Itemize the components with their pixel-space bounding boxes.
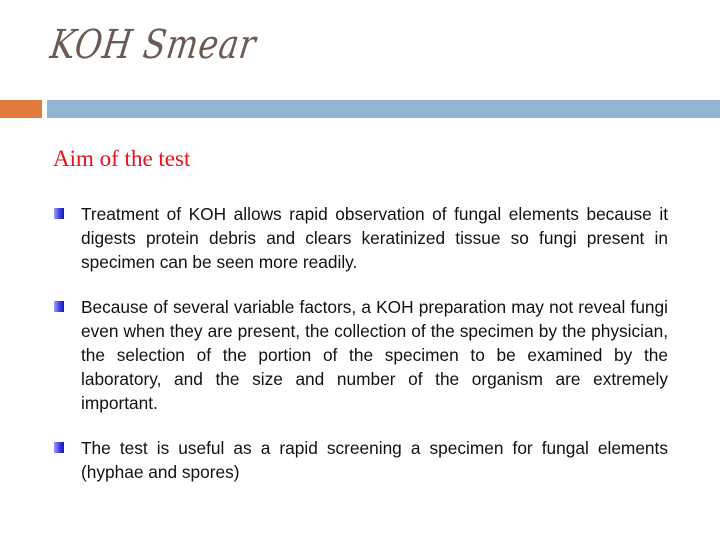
slide-subtitle: Aim of the test <box>53 146 191 171</box>
square-bullet-icon <box>54 208 64 219</box>
slide-title: KOH Smear <box>47 22 260 68</box>
bullet-item <box>54 202 668 274</box>
accent-bar-blue <box>47 100 720 118</box>
accent-bar-orange <box>0 100 42 118</box>
bullet-item <box>54 436 668 484</box>
bullet-item <box>54 295 668 415</box>
square-bullet-icon <box>54 442 64 453</box>
bullet-text: Because of several variable factors, a KOH preparation may not reveal fungi even when they are present, the collection of the specimen by the physician, the selection of the portion of the specimen to be examined by the laboratory, and the size and number of the organism are extremely important. <box>81 297 668 413</box>
bullet-list <box>54 202 668 505</box>
square-bullet-icon <box>54 301 64 312</box>
bullet-text: The test is useful as a rapid screening a specimen for fungal elements (hyphae and spores) <box>81 438 668 482</box>
bullet-text: Treatment of KOH allows rapid observation of fungal elements because it digests protein debris and clears keratinized tissue so fungi present in specimen can be seen more readily. <box>81 204 668 272</box>
